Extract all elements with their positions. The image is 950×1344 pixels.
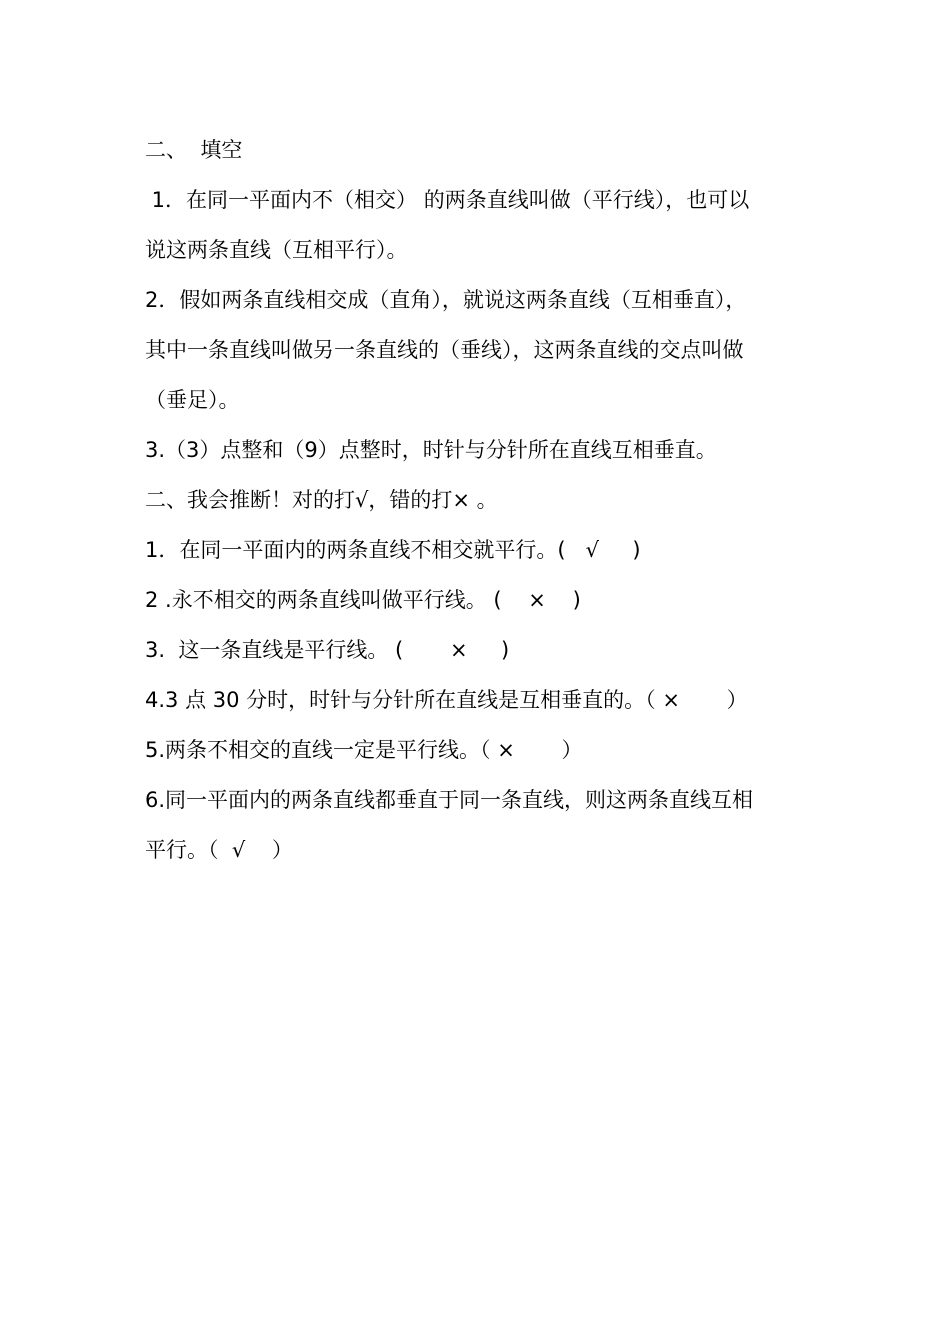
judge-question-4: 4.3 点 30 分时，时针与分针所在直线是互相垂直的。（ × ） (145, 688, 748, 712)
judge-question-6-line-1: 6.同一平面内的两条直线都垂直于同一条直线，则这两条直线互相 (145, 788, 754, 812)
fill-question-2-line-2: 其中一条直线叫做另一条直线的（垂线），这两条直线的交点叫做 (145, 338, 744, 362)
judge-question-2: 2 .永不相交的两条直线叫做平行线。 ( × ) (145, 588, 581, 612)
fill-question-1-line-2: 说这两条直线（互相平行）。 (145, 238, 408, 262)
fill-question-2-line-3: （垂足）。 (145, 388, 240, 412)
fill-question-1-line-1: 1．在同一平面内不（相交） 的两条直线叫做（平行线），也可以 (145, 188, 750, 212)
judge-question-3: 3. 这一条直线是平行线。 ( × ) (145, 638, 510, 662)
judge-question-6-line-2: 平行。（ √ ） (145, 838, 293, 862)
section-heading-fill-blank: 二、 填空 (145, 138, 243, 162)
section-heading-judgement: 二、我会推断！对的打√，错的打× 。 (145, 488, 498, 512)
judge-question-5: 5.两条不相交的直线一定是平行线。（ × ） (145, 738, 583, 762)
fill-question-3: 3.（3）点整和（9）点整时，时针与分针所在直线互相垂直。 (145, 438, 717, 462)
judge-question-1: 1．在同一平面内的两条直线不相交就平行。( √ ) (145, 538, 641, 562)
fill-question-2-line-1: 2．假如两条直线相交成（直角），就说这两条直线（互相垂直）， (145, 288, 747, 312)
